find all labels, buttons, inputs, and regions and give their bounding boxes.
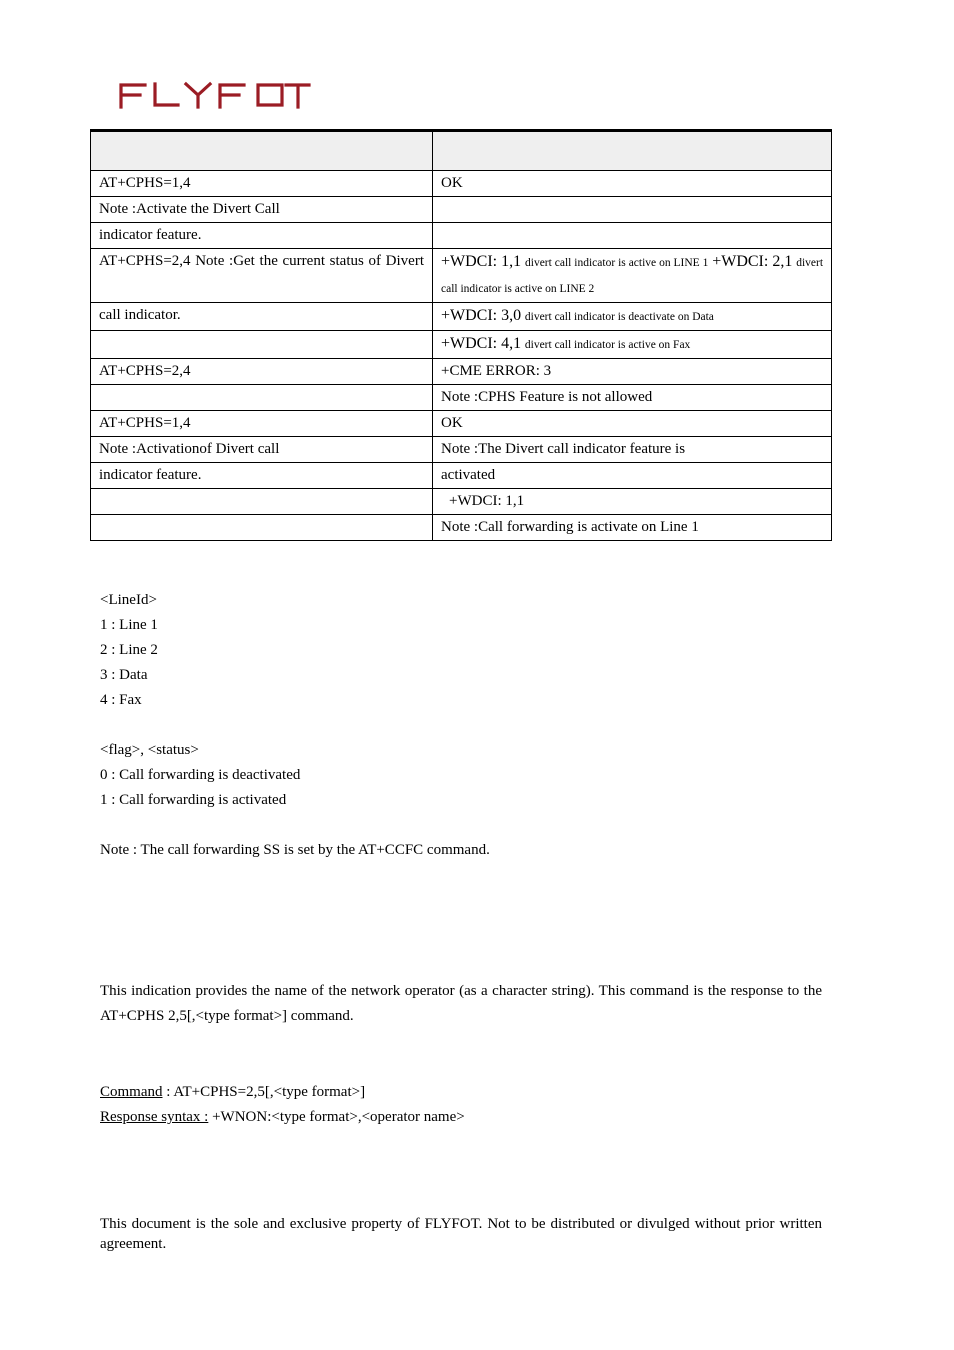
table-cell: +CME ERROR: 3 — [433, 359, 832, 385]
lineid-heading: <LineId> — [100, 592, 157, 608]
lineid-section — [100, 588, 822, 713]
table-header-cell — [91, 131, 433, 171]
table-row — [91, 411, 832, 437]
wdci-value: +WDCI: 4,1 — [441, 335, 522, 352]
list-item: 0 : Call forwarding is deactivated — [100, 767, 301, 783]
table-header-cell — [433, 131, 832, 171]
wdci-value: +WDCI: 3,0 — [441, 307, 522, 324]
table-cell: AT+CPHS=1,4 — [91, 171, 433, 197]
table-row — [91, 249, 832, 303]
table-cell: indicator feature. — [91, 463, 433, 489]
flag-heading: <flag>, <status> — [100, 742, 199, 758]
table-cell: OK — [433, 171, 832, 197]
footer-text: This document is the sole and exclusive property of FLYFOT. Not to be distributed or divulged without prior written agreement. — [100, 1216, 822, 1252]
ccfc-note — [100, 838, 822, 863]
footer — [100, 1214, 822, 1254]
table-cell: indicator feature. — [91, 223, 433, 249]
table-cell: AT+CPHS=2,4 — [91, 359, 433, 385]
table-cell: AT+CPHS=2,4 Note :Get the current status of Divert — [91, 249, 433, 303]
wdci-description: divert call indicator is active on Fax — [524, 339, 691, 351]
table-header-row — [91, 131, 832, 171]
response-value: +WNON:<type format>,<operator name> — [208, 1109, 465, 1125]
table-cell: Note :The Divert call indicator feature is — [433, 437, 832, 463]
list-item: 4 : Fax — [100, 692, 142, 708]
table-cell: AT+CPHS=1,4 — [91, 411, 433, 437]
list-item: 3 : Data — [100, 667, 148, 683]
table-cell: Note :CPHS Feature is not allowed — [433, 385, 832, 411]
table-row — [91, 197, 832, 223]
flyfot-logo — [118, 80, 312, 110]
command-line — [100, 1080, 822, 1105]
table-row — [91, 489, 832, 515]
table-cell: +WDCI: 1,1 — [433, 489, 832, 515]
table-row — [91, 437, 832, 463]
wdci-description: divert call indicator is active on LINE 2 — [441, 257, 824, 295]
wdci-description: divert call indicator is active on LINE 1 — [525, 257, 709, 269]
list-item: 2 : Line 2 — [100, 642, 158, 658]
response-line — [100, 1105, 822, 1130]
flag-section — [100, 738, 822, 813]
list-item: 1 : Line 1 — [100, 617, 158, 633]
list-item: 1 : Call forwarding is activated — [100, 792, 287, 808]
wdci-value: +WDCI: 2,1 — [712, 253, 793, 270]
table-cell: OK — [433, 411, 832, 437]
wdci-description: divert call indicator is deactivate on Data — [524, 311, 714, 323]
table-row — [91, 515, 832, 541]
table-row — [91, 385, 832, 411]
command-label: Command — [100, 1084, 163, 1100]
syntax-section — [100, 1080, 822, 1130]
table-row — [91, 223, 832, 249]
table-row — [91, 331, 832, 359]
table-cell: Note :Call forwarding is activate on Line 1 — [433, 515, 832, 541]
table-cell: activated — [433, 463, 832, 489]
command-table — [90, 129, 832, 541]
command-value: : AT+CPHS=2,5[,<type format>] — [162, 1084, 366, 1100]
table-cell: Note :Activationof Divert call — [91, 437, 433, 463]
table-cell — [91, 385, 433, 411]
logo-mark — [118, 80, 312, 110]
table-cell: Note :Activate the Divert Call — [91, 197, 433, 223]
table-row — [91, 359, 832, 385]
table-cell: call indicator. — [91, 303, 433, 331]
table-cell — [91, 515, 433, 541]
table-cell — [433, 303, 832, 331]
note-text: Note : The call forwarding SS is set by the AT+CCFC command. — [100, 842, 490, 858]
table-cell — [91, 489, 433, 515]
wdci-value: +WDCI: 1,1 — [441, 253, 522, 270]
wnon-description — [100, 979, 822, 1029]
table-cell — [433, 223, 832, 249]
table-cell — [433, 197, 832, 223]
table-cell — [433, 249, 832, 303]
table-cell — [433, 331, 832, 359]
table-row — [91, 171, 832, 197]
response-label: Response syntax : — [100, 1109, 209, 1125]
description-text: This indication provides the name of the network operator (as a character string). This command is the response to the AT+CPHS 2,5[,<type format>] command. — [100, 983, 822, 1024]
table-cell — [91, 331, 433, 359]
table-row — [91, 463, 832, 489]
table-row — [91, 303, 832, 331]
